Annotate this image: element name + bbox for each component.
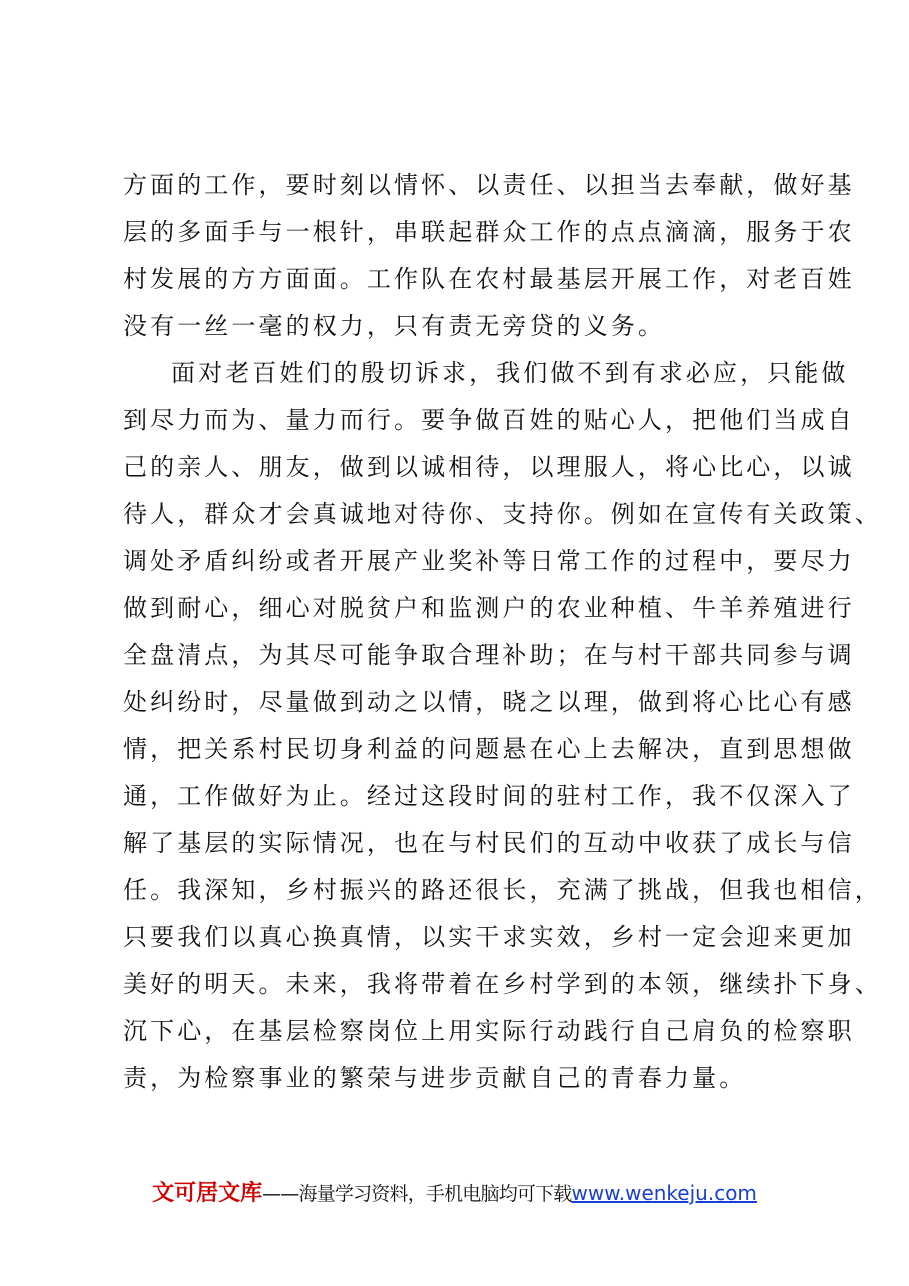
brand-name: 文可居文库 bbox=[152, 1181, 263, 1206]
text-line: 解了基层的实际情况，也在与村民们的互动中收获了成长与信 bbox=[123, 829, 855, 857]
footer-banner bbox=[0, 1178, 909, 1209]
text-line: 调处矛盾纠纷或者开展产业奖补等日常工作的过程中，要尽力 bbox=[123, 547, 855, 575]
text-line: 沉下心，在基层检察岗位上用实际行动践行自己肩负的检察职 bbox=[123, 1017, 855, 1045]
text-line: 处纠纷时，尽量做到动之以情，晓之以理，做到将心比心有感 bbox=[123, 688, 855, 716]
text-line: 层的多面手与一根针，串联起群众工作的点点滴滴，服务于农 bbox=[123, 218, 855, 246]
paragraph-1 bbox=[123, 162, 855, 350]
text-line: 村发展的方方面面。工作队在农村最基层开展工作，对老百姓 bbox=[123, 265, 855, 293]
text-line: 待人，群众才会真诚地对待你、支持你。例如在宣传有关政策、 bbox=[123, 500, 882, 528]
text-line: 面对老百姓们的殷切诉求，我们做不到有求必应，只能做 bbox=[171, 359, 849, 387]
paragraph-2 bbox=[123, 350, 882, 1102]
text-line: 任。我深知，乡村振兴的路还很长，充满了挑战，但我也相信， bbox=[123, 876, 882, 904]
text-line: 全盘清点，为其尽可能争取合理补助；在与村干部共同参与调 bbox=[123, 641, 855, 669]
text-line: 方面的工作，要时刻以情怀、以责任、以担当去奉献，做好基 bbox=[123, 171, 855, 199]
text-line: 没有一丝一毫的权力，只有责无旁贷的义务。 bbox=[123, 312, 665, 340]
text-line: 只要我们以真心换真情，以实干求实效，乡村一定会迎来更加 bbox=[123, 923, 855, 951]
text-line: 做到耐心，细心对脱贫户和监测户的农业种植、牛羊养殖进行 bbox=[123, 594, 855, 622]
text-line: 美好的明天。未来，我将带着在乡村学到的本领，继续扑下身、 bbox=[123, 970, 882, 998]
text-line: 通，工作做好为止。经过这段时间的驻村工作，我不仅深入了 bbox=[123, 782, 855, 810]
text-line: 己的亲人、朋友，做到以诚相待，以理服人，将心比心，以诚 bbox=[123, 453, 855, 481]
text-line: 到尽力而为、量力而行。要争做百姓的贴心人，把他们当成自 bbox=[123, 406, 855, 434]
text-line: 责，为检察事业的繁荣与进步贡献自己的青春力量。 bbox=[123, 1064, 747, 1092]
document-body bbox=[123, 162, 882, 1102]
website-link[interactable]: www.wenkeju.com bbox=[571, 1181, 757, 1205]
text-line: 情，把关系村民切身利益的问题悬在心上去解决，直到思想做 bbox=[123, 735, 855, 763]
footer-tagline: ——海量学习资料，手机电脑均可下载 bbox=[262, 1183, 572, 1205]
